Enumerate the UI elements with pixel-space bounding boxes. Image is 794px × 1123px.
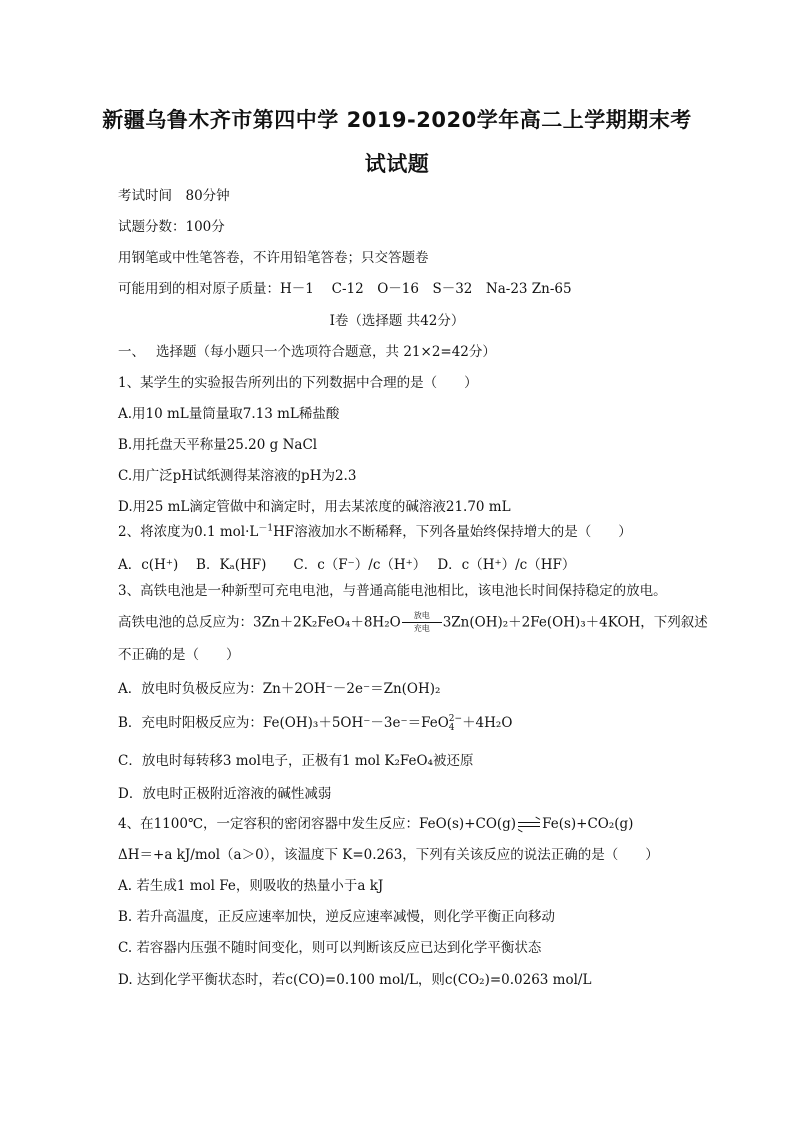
ferrate-charge: 2−: [448, 713, 463, 724]
q3-option-b: [118, 714, 512, 733]
q4-stem: [118, 815, 633, 833]
atomic-masses: 可能用到的相对原子质量：H－1 C-12 O－16 S－32 Na-23 Zn-65: [118, 281, 572, 297]
q3-stem: 3、高铁电池是一种新型可充电电池，与普通高能电池相比，该电池长时间保持稳定的放电。: [118, 583, 667, 599]
q3-stem-end: 不正确的是（ ）: [118, 647, 240, 663]
q3-reaction: [118, 612, 708, 634]
q4-option-c: C. 若容器内压强不随时间变化，则可以判断该反应已达到化学平衡状态: [118, 940, 542, 956]
q4-option-d: D. 达到化学平衡状态时，若c(CO)=0.100 mol/L，则c(CO₂)=0.0263 mol/L: [118, 972, 592, 988]
q4-stem-pre: 4、在1100℃，一定容积的密闭容器中发生反应：FeO(s)+CO(g): [118, 816, 517, 832]
equilibrium-arrow-icon: [518, 820, 540, 830]
q3-reaction-post: 3Zn(OH)₂＋2Fe(OH)₃＋4KOH，下列叙述: [442, 614, 708, 631]
arrow-bottom-label: 充电: [413, 624, 430, 633]
q2-options: A．c(H⁺) B．Kₐ(HF) C．c（F⁻）/c（H⁺） D．c（H⁺）/c（HF）: [118, 557, 576, 573]
ferrate-subscript: 4: [448, 722, 455, 733]
section-label: Ⅰ卷（选择题 共42分）: [329, 313, 465, 329]
arrow-top-label: 放电: [413, 611, 430, 620]
q2-stem-sup: －1: [258, 523, 274, 534]
q3-option-a: A．放电时负极反应为：Zn＋2OH⁻－2e⁻＝Zn(OH)₂: [118, 681, 441, 697]
q3-option-b-pre: B．充电时阳极反应为：Fe(OH)₃＋5OH⁻－3e⁻＝: [118, 715, 422, 731]
q1-option-c: C.用广泛pH试纸测得某溶液的pH为2.3: [118, 468, 357, 484]
q1-stem: 1、某学生的实验报告所列出的下列数据中合理的是（ ）: [118, 375, 478, 391]
exam-instructions: 用钢笔或中性笔答卷，不许用铅笔答卷；只交答题卷: [118, 250, 429, 266]
q4-line2: ΔH＝+a kJ/mol（a＞0），该温度下 K=0.263，下列有关该反应的说法正确的是（ ）: [118, 847, 659, 863]
q4-stem-post: Fe(s)+CO₂(g): [542, 816, 634, 832]
q1-option-b: B.用托盘天平称量25.20 g NaCl: [118, 437, 318, 453]
q4-option-b: B. 若升高温度，正反应速率加快，逆反应速率减慢，则化学平衡正向移动: [118, 909, 556, 925]
q1-option-d: D.用25 mL滴定管做中和滴定时，用去某浓度的碱溶液21.70 mL: [118, 499, 511, 515]
q2-stem-post: HF溶液加水不断稀释，下列各量始终保持增大的是（ ）: [273, 524, 632, 540]
q3-option-c: C．放电时每转移3 mol电子，正极有1 mol K₂FeO₄被还原: [118, 753, 474, 769]
section-heading: 一、 选择题（每小题只一个选项符合题意，共 21×2=42分）: [118, 344, 496, 360]
exam-title-line2: 试试题: [364, 152, 430, 176]
q4-option-a: A. 若生成1 mol Fe，则吸收的热量小于a kJ: [118, 878, 384, 894]
reversible-arrow: [402, 612, 442, 634]
q2-stem: [118, 523, 632, 541]
exam-score: 试题分数：100分: [118, 219, 225, 235]
q3-reaction-pre: 高铁电池的总反应为：3Zn＋2K₂FeO₄＋8H₂O: [118, 614, 401, 631]
q2-stem-pre: 2、将浓度为0.1 mol·L: [118, 524, 259, 540]
q1-option-a: A.用10 mL量筒量取7.13 mL稀盐酸: [118, 406, 340, 422]
exam-time: 考试时间 80分钟: [118, 188, 230, 204]
q3-option-d: D．放电时正极附近溶液的碱性减弱: [118, 786, 332, 802]
ferrate-ion: FeO: [421, 715, 449, 731]
q3-option-b-post: ＋4H₂O: [462, 715, 513, 731]
exam-title-line1: 新疆乌鲁木齐市第四中学 2019-2020学年高二上学期期末考: [102, 108, 692, 132]
